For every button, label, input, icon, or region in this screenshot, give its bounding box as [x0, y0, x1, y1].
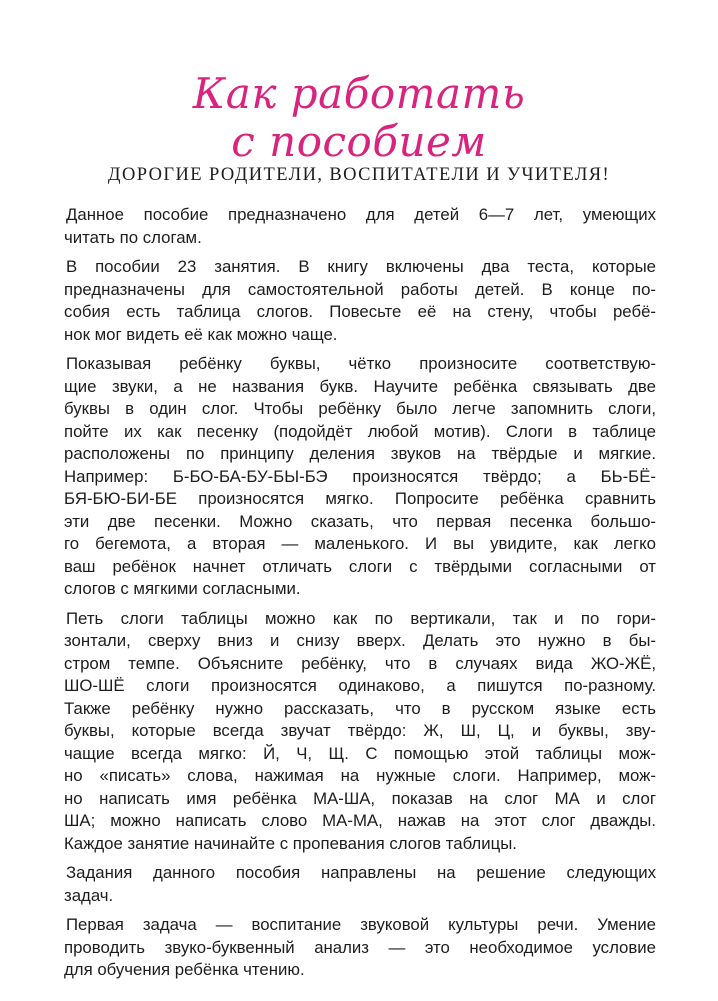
text-line: го бегемота, а вторая — маленького. И вы увидите, как легко: [64, 534, 656, 553]
text-line: Каждое занятие начинайте с пропевания слогов таблицы.: [64, 833, 517, 853]
text-line: проводить звуко-буквенный анализ — это необходимое условие: [64, 937, 656, 957]
paragraph: [64, 914, 656, 982]
text-line: чащие всегда мягко: Й, Ч, Щ. С помощью этой таблицы мож-: [64, 743, 656, 763]
text-line: читать по слогам.: [64, 227, 202, 247]
text-line: Данное пособие предназначено для детей 6—7 лет, умеющих: [66, 205, 656, 224]
text-line: стром темпе. Объясните ребёнку, что в случаях вида ЖО-ЖЁ,: [64, 653, 656, 673]
text-line: для обучения ребёнка чтению.: [64, 960, 305, 979]
text-line: щие звуки, а не названия букв. Научите ребёнка связывать две: [64, 376, 656, 396]
text-line: предназначены для самостоятельной работы детей. В конце по-: [64, 279, 656, 299]
page-title-line-2: с пособием: [231, 117, 487, 166]
text-line: буквы в один слог. Чтобы ребёнку было легче запомнить слоги,: [64, 399, 656, 418]
text-line: зонтали, сверху вниз и снизу вверх. Делать это нужно в бы-: [64, 631, 656, 650]
text-line: В пособии 23 занятия. В книгу включены два теста, которые: [66, 257, 656, 276]
paragraph: [64, 862, 656, 907]
paragraph: [64, 256, 656, 346]
text-line: задач.: [64, 885, 114, 905]
address-heading: ДОРОГИЕ РОДИТЕЛИ, ВОСПИТАТЕЛИ И УЧИТЕЛЯ!: [107, 165, 611, 185]
text-line: БЯ-БЮ-БИ-БЕ произносятся мягко. Попросите ребёнка сравнить: [64, 489, 656, 508]
page-title-line-1: Как работать: [192, 69, 526, 118]
text-line: пойте их как песенку (подойдёт любой мотив). Слоги в таблице: [64, 421, 656, 441]
text-line: но «писать» слова, нажимая на нужные слоги. Например, мож-: [64, 766, 656, 785]
text-line: слогов с мягкими согласными.: [64, 579, 301, 598]
text-line: расположены по принципу деления звуков на твёрдые и мягкие.: [64, 444, 656, 463]
page-title: [0, 70, 718, 166]
text-line: эти две песенки. Можно сказать, что первая песенка большо-: [64, 511, 656, 531]
paragraph: [64, 608, 656, 856]
text-line: Петь слоги таблицы можно как по вертикали, так и по гори-: [66, 608, 656, 628]
text-line: Первая задача — воспитание звуковой культуры речи. Умение: [66, 915, 656, 934]
body-text: [64, 204, 656, 989]
text-line: ША; можно написать слово МА-МА, нажав на этот слог дважды.: [64, 811, 656, 830]
text-line: ШО-ШЁ слоги произносятся одинаково, а пишутся по-разному.: [64, 676, 656, 695]
text-line: Показывая ребёнку буквы, чётко произносите соответствую-: [66, 354, 656, 373]
text-line: Также ребёнку нужно рассказать, что в русском языке есть: [64, 698, 656, 718]
text-line: Например: Б-БО-БА-БУ-БЫ-БЭ произносятся твёрдо; а БЬ-БЁ-: [64, 466, 656, 486]
text-line: Задания данного пособия направлены на решение следующих: [66, 863, 656, 882]
text-line: ваш ребёнок начнет отличать слоги с твёрдыми согласными от: [64, 556, 656, 576]
text-line: буквы, которые всегда звучат твёрдо: Ж, Ш, Ц, и буквы, зву-: [64, 721, 656, 740]
text-line: нок мог видеть её как можно чаще.: [64, 324, 338, 344]
text-line: но написать имя ребёнка МА-ША, показав на слог МА и слог: [64, 788, 656, 808]
text-line: собия есть таблица слогов. Повесьте её на стену, чтобы ребё-: [64, 302, 656, 321]
paragraph: [64, 204, 656, 249]
paragraph: [64, 353, 656, 601]
